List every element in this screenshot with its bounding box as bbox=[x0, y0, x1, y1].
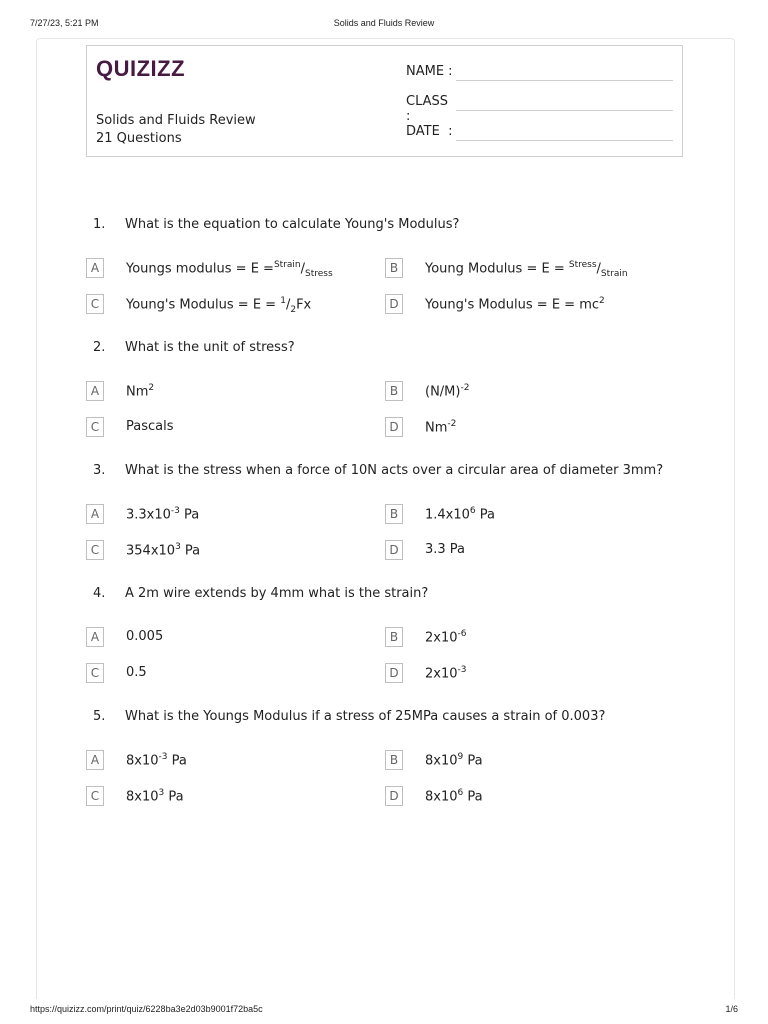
question-text: A 2m wire extends by 4mm what is the strain? bbox=[125, 586, 429, 601]
option-letter: D bbox=[385, 663, 403, 683]
class-label: CLASS : bbox=[406, 94, 449, 124]
option-letter: B bbox=[385, 258, 403, 278]
option-text: $(N/M)^{-2}$ bbox=[425, 383, 470, 400]
question-count: 21 Questions bbox=[96, 131, 182, 146]
quizizz-logo: QUIZIZZ bbox=[96, 56, 186, 81]
name-label: NAME : bbox=[406, 64, 453, 79]
option-text: 0.005 bbox=[126, 629, 164, 644]
page-number: 1/6 bbox=[725, 1004, 738, 1014]
option-letter: A bbox=[86, 750, 104, 770]
option-text: $354x10^3$ Pa bbox=[126, 542, 201, 559]
option-text: Pascals bbox=[126, 419, 174, 434]
option-letter: B bbox=[385, 504, 403, 524]
option-letter: D bbox=[385, 786, 403, 806]
question-number: 3. bbox=[93, 463, 106, 478]
date-line bbox=[456, 140, 673, 141]
option-letter: A bbox=[86, 627, 104, 647]
print-title: Solids and Fluids Review bbox=[333, 18, 435, 28]
option-letter: A bbox=[86, 504, 104, 524]
option-letter: B bbox=[385, 381, 403, 401]
option-letter: A bbox=[86, 381, 104, 401]
question-text: What is the equation to calculate Young's Modulus? bbox=[125, 217, 460, 232]
option-text: Young's Modulus = $E = mc^2$ bbox=[425, 296, 605, 313]
option-letter: D bbox=[385, 294, 403, 314]
option-text: $8x10^9$ Pa bbox=[425, 752, 483, 769]
class-line bbox=[456, 110, 673, 111]
option-text: 3.3 Pa bbox=[425, 542, 466, 557]
option-letter: D bbox=[385, 417, 403, 437]
question-text: What is the stress when a force of 10N acts over a circular area of diameter 3mm? bbox=[125, 463, 664, 478]
name-field bbox=[406, 64, 456, 79]
worksheet-header bbox=[86, 45, 683, 157]
option-letter: C bbox=[86, 417, 104, 437]
option-text: Young's Modulus = $E = ^1/_2Fx$ bbox=[126, 296, 312, 315]
question-number: 4. bbox=[93, 586, 106, 601]
question-text: What is the unit of stress? bbox=[125, 340, 295, 355]
option-letter: C bbox=[86, 663, 104, 683]
quiz-title: Solids and Fluids Review bbox=[96, 113, 256, 128]
option-letter: C bbox=[86, 786, 104, 806]
option-text: $Nm^{-2}$ bbox=[425, 419, 457, 436]
page-url[interactable]: https://quizizz.com/print/quiz/6228ba3e2d03b9001f72ba5c bbox=[30, 1004, 263, 1014]
option-text: 0.5 bbox=[126, 665, 147, 680]
option-text: Nm$^2$ bbox=[126, 383, 155, 400]
name-line bbox=[456, 80, 673, 81]
option-text: Youngs modulus = $E =^{Strain}/_{Stress}$ bbox=[126, 260, 333, 279]
option-text: Young Modulus = $E = ^{Stress}/_{Strain}$ bbox=[425, 260, 628, 279]
date-label: DATE : bbox=[406, 124, 453, 139]
option-text: $2x10^{-6}$ bbox=[425, 629, 467, 646]
class-field bbox=[406, 94, 456, 124]
option-letter: A bbox=[86, 258, 104, 278]
question-number: 2. bbox=[93, 340, 106, 355]
question-text: What is the Youngs Modulus if a stress of 25MPa causes a strain of 0.003? bbox=[125, 709, 606, 724]
date-field bbox=[406, 124, 456, 139]
option-letter: C bbox=[86, 294, 104, 314]
option-letter: C bbox=[86, 540, 104, 560]
option-letter: D bbox=[385, 540, 403, 560]
option-text: $2x10^{-3}$ bbox=[425, 665, 467, 682]
option-text: $8x10^{-3}$ Pa bbox=[126, 752, 187, 769]
option-text: $3.3x10^{-3}$ Pa bbox=[126, 506, 200, 523]
option-text: $1.4x10^6$ Pa bbox=[425, 506, 496, 523]
print-timestamp: 7/27/23, 5:21 PM bbox=[30, 18, 99, 28]
option-letter: B bbox=[385, 627, 403, 647]
option-letter: B bbox=[385, 750, 403, 770]
option-text: $8x10^6$ Pa bbox=[425, 788, 483, 805]
option-text: $8x10^3$ Pa bbox=[126, 788, 184, 805]
question-number: 5. bbox=[93, 709, 106, 724]
question-number: 1. bbox=[93, 217, 106, 232]
